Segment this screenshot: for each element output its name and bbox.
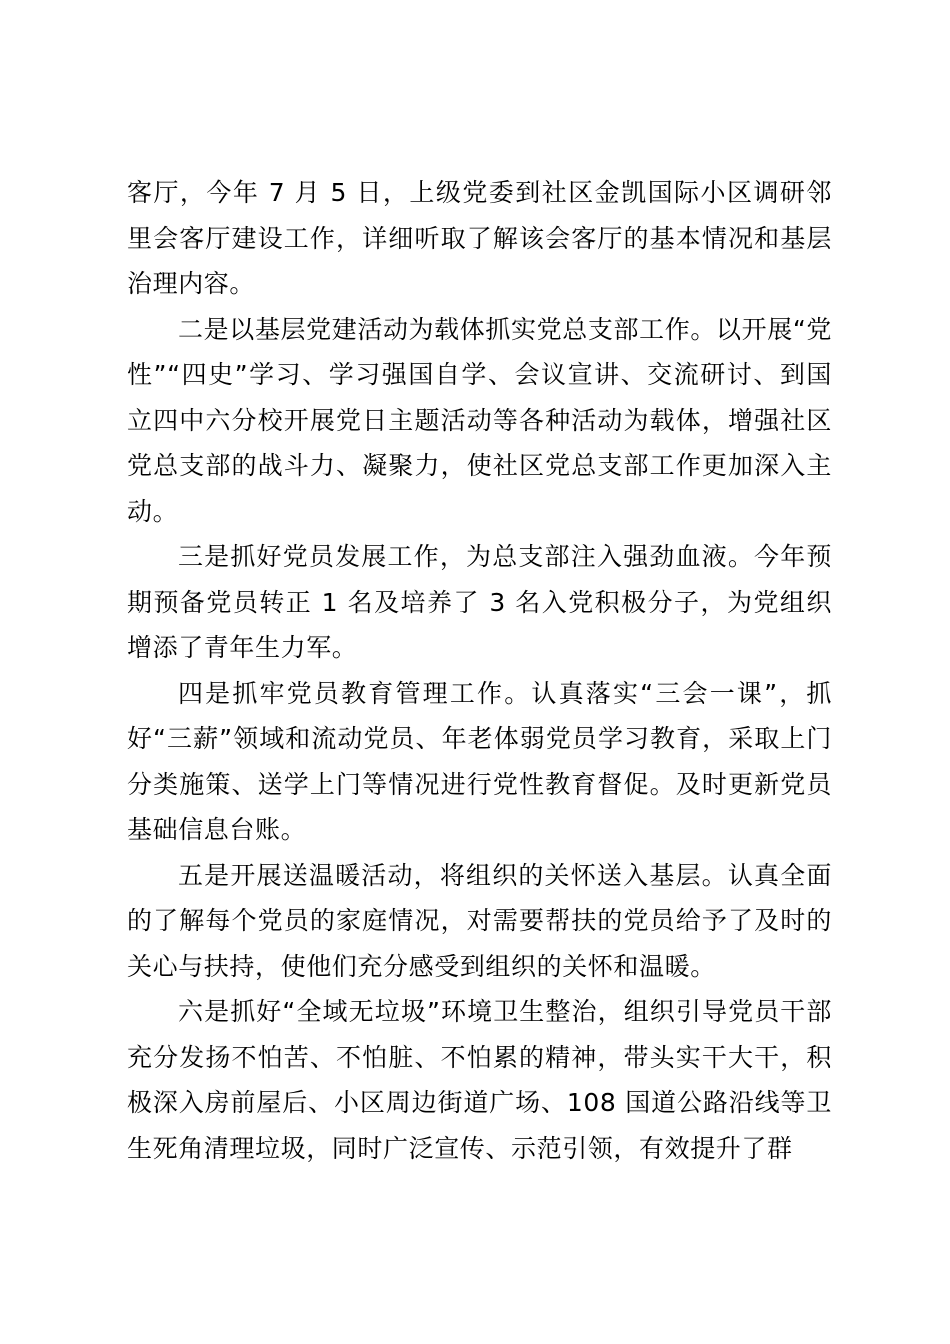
paragraph-item-two: 二是以基层党建活动为载体抓实党总支部工作。以开展“党性”“四史”学习、学习强国自学、会议宣讲、交流研讨、到国立四中六分校开展党日主题活动等各种活动为载体，增强社区党总支部的战斗力、凝聚力，使社区党总支部工作更加深入主动。: [127, 314, 832, 526]
paragraph-item-five: 五是开展送温暖活动，将组织的关怀送入基层。认真全面的了解每个党员的家庭情况，对需要帮扶的党员给予了及时的关心与扶持，使他们充分感受到组织的关怀和温暖。: [127, 860, 832, 981]
paragraph-item-six: 六是抓好“全域无垃圾”环境卫生整治，组织引导党员干部充分发扬不怕苦、不怕脏、不怕累的精神，带头实干大干，积极深入房前屋后、小区周边街道广场、108 国道公路沿线等卫生死角清理垃圾，同时广泛宣传、示范引领，有效提升了群: [127, 997, 832, 1163]
paragraph-item-four: 四是抓牢党员教育管理工作。认真落实“三会一课”，抓好“三薪”领域和流动党员、年老体弱党员学习教育，采取上门分类施策、送学上门等情况进行党性教育督促。及时更新党员基础信息台账。: [127, 678, 832, 844]
document-body: [127, 170, 832, 1171]
paragraph-item-three: 三是抓好党员发展工作，为总支部注入强劲血液。今年预期预备党员转正 1 名及培养了 3 名入党积极分子，为党组织增添了青年生力军。: [127, 542, 832, 662]
paragraph-continuation: 客厅，今年 7 月 5 日，上级党委到社区金凯国际小区调研邻里会客厅建设工作，详细听取了解该会客厅的基本情况和基层治理内容。: [127, 178, 832, 298]
